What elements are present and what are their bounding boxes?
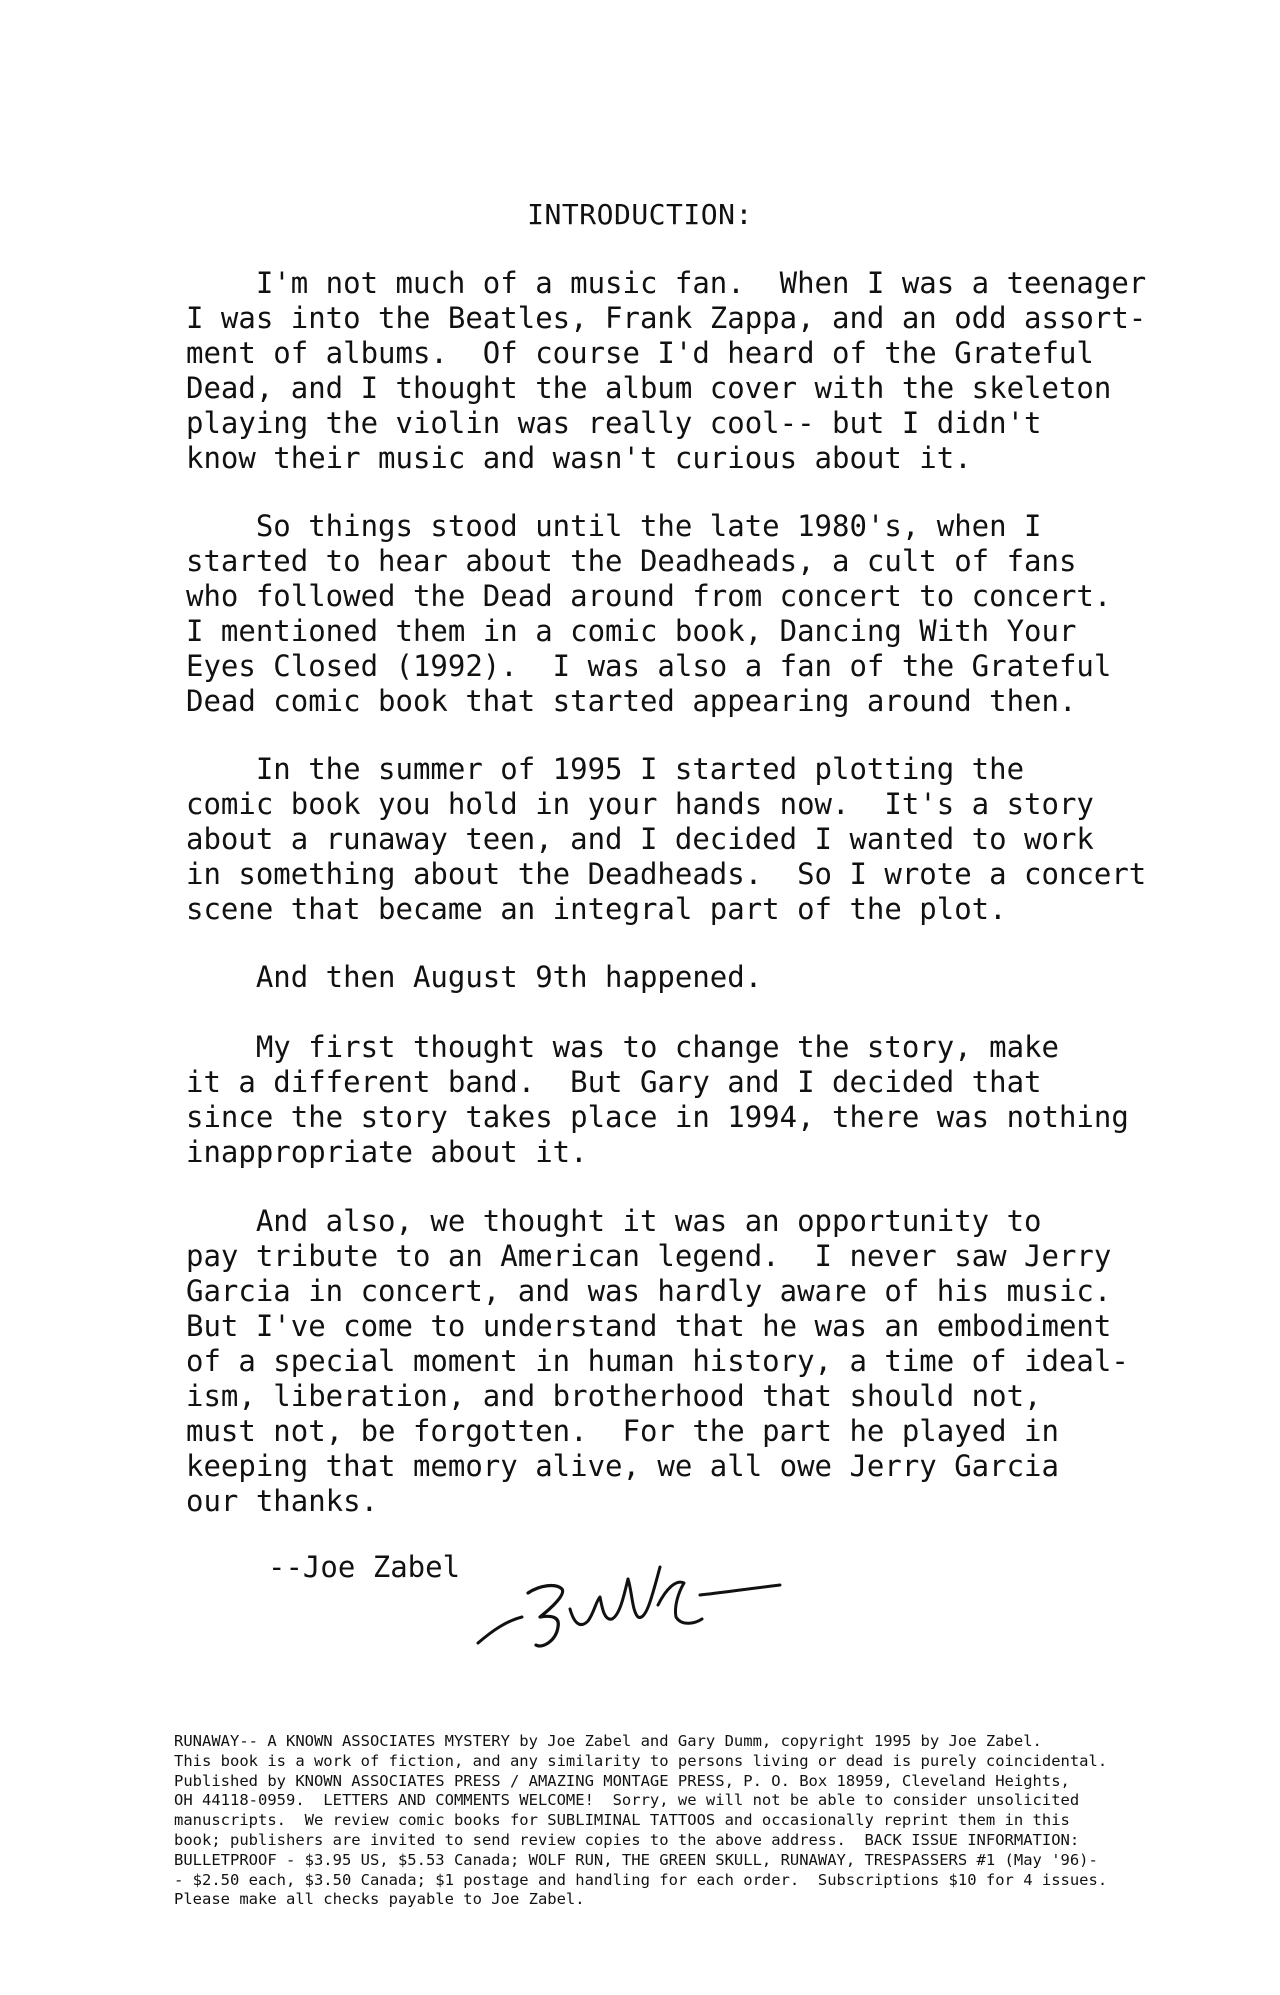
text-line: keeping that memory alive, we all owe Jerry Garcia [186, 1449, 1059, 1483]
page-title: INTRODUCTION: [527, 198, 753, 231]
text-line: about a runaway teen, and I decided I wanted to work [186, 822, 1094, 856]
paragraph-2 [186, 509, 1186, 719]
fineprint-line: - $2.50 each, $3.50 Canada; $1 postage and handling for each order. Subscriptions $10 for 4 issues. [174, 1870, 1108, 1889]
paragraph-3 [186, 752, 1186, 927]
text-line: pay tribute to an American legend. I never saw Jerry [186, 1239, 1112, 1273]
paragraph-1 [186, 266, 1186, 476]
text-line: But I've come to understand that he was an embodiment [186, 1309, 1112, 1343]
text-line: ment of albums. Of course I'd heard of the Grateful [186, 336, 1094, 370]
text-line: started to hear about the Deadheads, a cult of fans [186, 544, 1077, 578]
text-line: since the story takes place in 1994, there was nothing [186, 1100, 1129, 1134]
text-line: My first thought was to change the story, make [186, 1030, 1059, 1064]
text-line: it a different band. But Gary and I decided that [186, 1065, 1042, 1099]
text-line: I'm not much of a music fan. When I was a teenager [186, 266, 1147, 300]
text-line: must not, be forgotten. For the part he played in [186, 1414, 1059, 1448]
text-line: scene that became an integral part of the plot. [186, 892, 1007, 926]
text-line: comic book you hold in your hands now. It's a story [186, 787, 1094, 821]
fineprint-line: manuscripts. We review comic books for SUBLIMINAL TATTOOS and occasionally reprint them in this [174, 1811, 1070, 1830]
handwritten-signature-icon [470, 1545, 800, 1655]
text-line: of a special moment in human history, a time of ideal- [186, 1344, 1129, 1378]
text-line: In the summer of 1995 I started plotting the [186, 752, 1025, 786]
text-line: Dead comic book that started appearing around then. [186, 684, 1077, 718]
author-signoff: --Joe Zabel [268, 1550, 461, 1584]
fineprint-line: Published by KNOWN ASSOCIATES PRESS / AMAZING MONTAGE PRESS, P. O. Box 18959, Cleveland Heights, [174, 1771, 1070, 1790]
fineprint-line: OH 44118-0959. LETTERS AND COMMENTS WELCOME! Sorry, we will not be able to consider unsolicited [174, 1791, 1080, 1810]
fineprint-line: RUNAWAY-- A KNOWN ASSOCIATES MYSTERY by Joe Zabel and Gary Dumm, copyright 1995 by Joe Zabel. [174, 1732, 1042, 1750]
text-line: I was into the Beatles, Frank Zappa, and an odd assort- [186, 301, 1147, 335]
publication-info [174, 1732, 1174, 1910]
text-line: ism, liberation, and brotherhood that should not, [186, 1379, 1042, 1413]
text-line: know their music and wasn't curious about it. [186, 441, 972, 475]
fineprint-line: book; publishers are invited to send review copies to the above address. BACK ISSUE INFORMATION: [174, 1830, 1080, 1849]
paragraph-4 [186, 960, 1186, 995]
paragraph-5 [186, 1030, 1186, 1170]
fineprint-line: This book is a work of fiction, and any similarity to persons living or dead is purely coincidental. [174, 1751, 1108, 1770]
text-line: I mentioned them in a comic book, Dancing With Your [186, 614, 1077, 648]
fineprint-line: BULLETPROOF - $3.95 US, $5.53 Canada; WOLF RUN, THE GREEN SKULL, RUNAWAY, TRESPASSERS #1 (May '96)- [174, 1850, 1098, 1869]
text-line: Eyes Closed (1992). I was also a fan of the Grateful [186, 649, 1112, 683]
text-line: our thanks. [186, 1484, 379, 1518]
fineprint-line: Please make all checks payable to Joe Zabel. [174, 1890, 585, 1909]
text-line: And then August 9th happened. [186, 960, 763, 994]
text-line: Dead, and I thought the album cover with the skeleton [186, 371, 1112, 405]
text-line: playing the violin was really cool-- but I didn't [186, 406, 1042, 440]
text-line: inappropriate about it. [186, 1135, 588, 1169]
paragraph-6 [186, 1204, 1186, 1519]
text-line: And also, we thought it was an opportunity to [186, 1204, 1042, 1238]
text-line: Garcia in concert, and was hardly aware of his music. [186, 1274, 1112, 1308]
text-line: in something about the Deadheads. So I wrote a concert [186, 857, 1147, 891]
text-line: who followed the Dead around from concert to concert. [186, 579, 1112, 613]
text-line: So things stood until the late 1980's, when I [186, 509, 1042, 543]
